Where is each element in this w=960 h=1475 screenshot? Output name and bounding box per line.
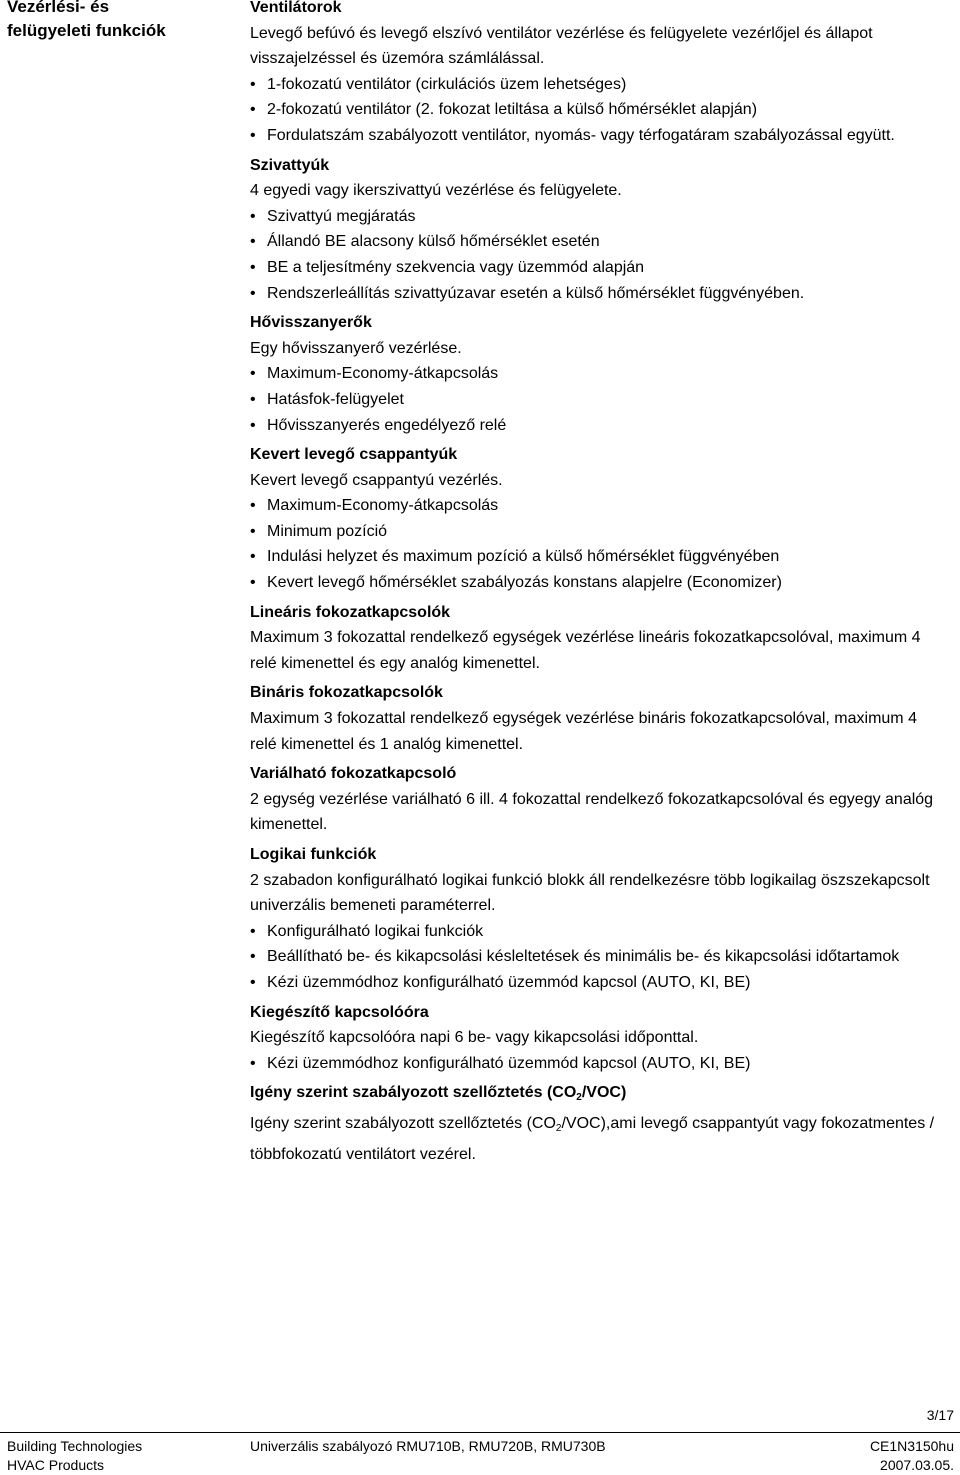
section-paragraph: Kiegészítő kapcsolóóra napi 6 be- vagy kikapcsolási időponttal. xyxy=(250,1029,699,1047)
section-heading: Lineáris fokozatkapcsolók xyxy=(250,603,451,621)
section-paragraph: 2 szabadon konfigurálható logikai funkció blokk áll rendelkezésre több logikailag öszszekapcsolt univerzális bemeneti paraméterrel. xyxy=(250,871,930,915)
section-paragraph: Levegő befúvó és levegő elszívó ventilátor vezérlése és felügyelete vezérlőjel és állapot visszajelzéssel és üzemóra számlálással. xyxy=(250,24,873,68)
paragraph-text: /VOC),ami levegő csappantyút vagy fokozatmentes / többfokozatú ventilátort vezérel. xyxy=(250,1114,935,1163)
footer-document-title: Univerzális szabályozó RMU710B, RMU720B, RMU730B xyxy=(250,1438,606,1454)
list-item: • Hatásfok-felügyelet xyxy=(250,387,945,413)
paragraph-text: Igény szerint szabályozott szellőztetés (CO xyxy=(250,1114,556,1132)
page-number: 3/17 xyxy=(926,1407,954,1423)
list-item: • Konfigurálható logikai funkciók xyxy=(250,919,945,945)
section-heading: Variálható fokozatkapcsoló xyxy=(250,765,457,783)
footer-document-date: 2007.03.05. xyxy=(880,1457,954,1473)
list-item: • BE a teljesítmény szekvencia vagy üzemmód alapján xyxy=(250,255,945,281)
section-heading: Logikai funkciók xyxy=(250,846,377,863)
section-paragraph: Maximum 3 fokozattal rendelkező egységek vezérlése lineáris fokozatkapcsolóval, maximum 4 relé kimenettel és egy analóg kimenettel. xyxy=(250,629,921,672)
footer-company-line-1: Building Technologies xyxy=(7,1438,143,1454)
list-item: • Maximum-Economy-átkapcsolás xyxy=(250,361,945,387)
list-item: • Szivattyú megjáratás xyxy=(250,204,945,230)
section-heading: Kiegészítő kapcsolóóra xyxy=(250,1003,429,1021)
bullet-list xyxy=(250,493,945,595)
subscript: 2 xyxy=(555,1122,562,1134)
footer-divider xyxy=(0,1432,960,1433)
footer-company xyxy=(7,1437,142,1475)
bullet-list xyxy=(250,72,945,149)
list-item: • Kézi üzemmódhoz konfigurálható üzemmód kapcsol (AUTO, KI, BE) xyxy=(250,970,945,996)
section-heading: Ventilátorok xyxy=(250,0,342,16)
list-item: • Rendszerleállítás szivattyúzavar esetén a külső hőmérséklet függvényében. xyxy=(250,281,945,307)
footer-document-code: CE1N3150hu xyxy=(869,1438,954,1454)
main-content xyxy=(250,0,945,1167)
list-item: • Maximum-Economy-átkapcsolás xyxy=(250,493,945,519)
sidebar-title-line-1: Vezérlési- és xyxy=(7,0,110,16)
list-item: • Kézi üzemmódhoz konfigurálható üzemmód kapcsol (AUTO, KI, BE) xyxy=(250,1051,945,1077)
section-paragraph: Maximum 3 fokozattal rendelkező egységek vezérlése bináris fokozatkapcsolóval, maximum 4 relé kimenettel és 1 analóg kimenettel. xyxy=(250,710,917,753)
section-paragraph: 4 egyedi vagy ikerszivattyú vezérlése és felügyelete. xyxy=(250,182,622,200)
bullet-list xyxy=(250,1051,945,1077)
bullet-list xyxy=(250,204,945,306)
list-item: • Indulási helyzet és maximum pozíció a külső hőmérséklet függvényében xyxy=(250,544,945,570)
section-paragraph: Kevert levegő csappantyú vezérlés. xyxy=(250,471,503,489)
footer-document-id xyxy=(870,1437,954,1475)
bullet-list xyxy=(250,361,945,438)
heading-text: Igény szerint szabályozott szellőztetés (CO xyxy=(250,1084,577,1102)
heading-text: /VOC) xyxy=(581,1084,627,1102)
list-item: • Hővisszanyerés engedélyező relé xyxy=(250,413,945,439)
section-heading: Szivattyúk xyxy=(250,156,330,174)
section-heading xyxy=(250,1080,945,1111)
section-heading: Bináris fokozatkapcsolók xyxy=(250,684,443,702)
list-item: • Fordulatszám szabályozott ventilátor, nyomás- vagy térfogatáram szabályozással együtt. xyxy=(250,123,945,149)
list-item: • Kevert levegő hőmérséklet szabályozás konstans alapjelre (Economizer) xyxy=(250,570,945,596)
subscript: 2 xyxy=(576,1092,582,1104)
section-paragraph: 2 egység vezérlése variálható 6 ill. 4 fokozattal rendelkező fokozatkapcsolóval és egyegy analóg kimenettel. xyxy=(250,790,934,834)
bullet-list xyxy=(250,919,945,996)
sidebar-title xyxy=(7,0,242,43)
sidebar-title-line-2: felügyeleti funkciók xyxy=(7,21,166,40)
list-item: • Beállítható be- és kikapcsolási késleltetések és minimális be- és kikapcsolási időtartamok xyxy=(250,944,945,970)
footer-company-line-2: HVAC Products xyxy=(7,1457,104,1473)
list-item: • Állandó BE alacsony külső hőmérséklet esetén xyxy=(250,229,945,255)
list-item: • 1-fokozatú ventilátor (cirkulációs üzem lehetséges) xyxy=(250,72,945,98)
section-paragraph: Egy hővisszanyerő vezérlése. xyxy=(250,339,462,357)
list-item: • Minimum pozíció xyxy=(250,519,945,545)
section-heading: Kevert levegő csappantyúk xyxy=(250,446,458,464)
list-item: • 2-fokozatú ventilátor (2. fokozat letiltása a külső hőmérséklet alapján) xyxy=(250,97,945,123)
section-paragraph xyxy=(250,1111,945,1167)
section-heading: Hővisszanyerők xyxy=(250,314,372,332)
